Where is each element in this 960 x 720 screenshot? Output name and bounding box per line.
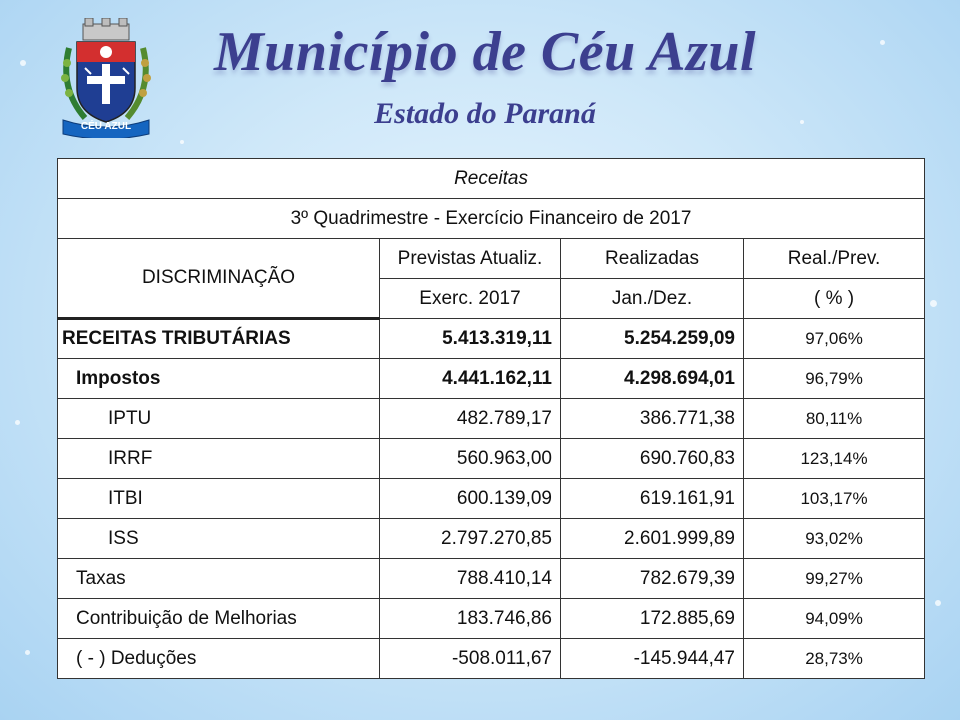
- page-subtitle: Estado do Paraná: [374, 97, 596, 130]
- row-previstas: 560.963,00: [380, 439, 561, 479]
- row-ratio: 123,14%: [744, 439, 925, 479]
- table-row: [58, 519, 925, 559]
- table-row: [58, 399, 925, 439]
- row-label: Impostos: [58, 359, 380, 399]
- row-label: ( - ) Deduções: [58, 639, 380, 679]
- table-row: [58, 639, 925, 679]
- row-label: RECEITAS TRIBUTÁRIAS: [58, 319, 380, 359]
- row-realizadas: 690.760,83: [561, 439, 744, 479]
- header-ratio: Real./Prev.: [744, 239, 925, 279]
- row-previstas: 5.413.319,11: [380, 319, 561, 359]
- row-ratio: 103,17%: [744, 479, 925, 519]
- row-ratio: 80,11%: [744, 399, 925, 439]
- table-title-row: [58, 159, 925, 199]
- sparkle: [935, 600, 941, 606]
- sparkle: [20, 60, 26, 66]
- table-period-row: [58, 199, 925, 239]
- row-ratio: 97,06%: [744, 319, 925, 359]
- row-label: Taxas: [58, 559, 380, 599]
- row-label: Contribuição de Melhorias: [58, 599, 380, 639]
- table-header-row: [58, 239, 925, 279]
- row-ratio: 96,79%: [744, 359, 925, 399]
- row-realizadas: 619.161,91: [561, 479, 744, 519]
- table-row: [58, 319, 925, 359]
- logo-ribbon-text: CÉU AZUL: [80, 121, 132, 132]
- table-title: Receitas: [58, 159, 925, 199]
- row-previstas: 788.410,14: [380, 559, 561, 599]
- row-realizadas: 386.771,38: [561, 399, 744, 439]
- header-previstas-sub: Exerc. 2017: [380, 279, 561, 319]
- table-row: [58, 479, 925, 519]
- row-ratio: 94,09%: [744, 599, 925, 639]
- row-ratio: 28,73%: [744, 639, 925, 679]
- row-previstas: 4.441.162,11: [380, 359, 561, 399]
- row-realizadas: 172.885,69: [561, 599, 744, 639]
- row-label: IRRF: [58, 439, 380, 479]
- page-title: Município de Céu Azul: [213, 21, 757, 83]
- row-previstas: 183.746,86: [380, 599, 561, 639]
- coat-of-arms-logo: [55, 18, 157, 138]
- header-ratio-sub: ( % ): [744, 279, 925, 319]
- row-ratio: 99,27%: [744, 559, 925, 599]
- sparkle: [15, 420, 20, 425]
- row-realizadas: 5.254.259,09: [561, 319, 744, 359]
- table-row: [58, 359, 925, 399]
- table-row: [58, 599, 925, 639]
- sparkle: [880, 40, 885, 45]
- sparkle: [25, 650, 30, 655]
- row-realizadas: -145.944,47: [561, 639, 744, 679]
- row-ratio: 93,02%: [744, 519, 925, 559]
- sparkle: [930, 300, 937, 307]
- row-label: ITBI: [58, 479, 380, 519]
- row-previstas: -508.011,67: [380, 639, 561, 679]
- row-label: ISS: [58, 519, 380, 559]
- row-realizadas: 782.679,39: [561, 559, 744, 599]
- table-row: [58, 559, 925, 599]
- header-realizadas-sub: Jan./Dez.: [561, 279, 744, 319]
- row-realizadas: 4.298.694,01: [561, 359, 744, 399]
- sparkle: [180, 140, 184, 144]
- row-previstas: 600.139,09: [380, 479, 561, 519]
- table-row: [58, 439, 925, 479]
- row-label: IPTU: [58, 399, 380, 439]
- header-realizadas: Realizadas: [561, 239, 744, 279]
- receitas-table: [57, 158, 925, 679]
- row-previstas: 482.789,17: [380, 399, 561, 439]
- table-period: 3º Quadrimestre - Exercício Financeiro de 2017: [58, 199, 925, 239]
- row-previstas: 2.797.270,85: [380, 519, 561, 559]
- header-previstas: Previstas Atualiz.: [380, 239, 561, 279]
- header-discriminacao: DISCRIMINAÇÃO: [58, 239, 380, 319]
- row-realizadas: 2.601.999,89: [561, 519, 744, 559]
- sparkle: [800, 120, 804, 124]
